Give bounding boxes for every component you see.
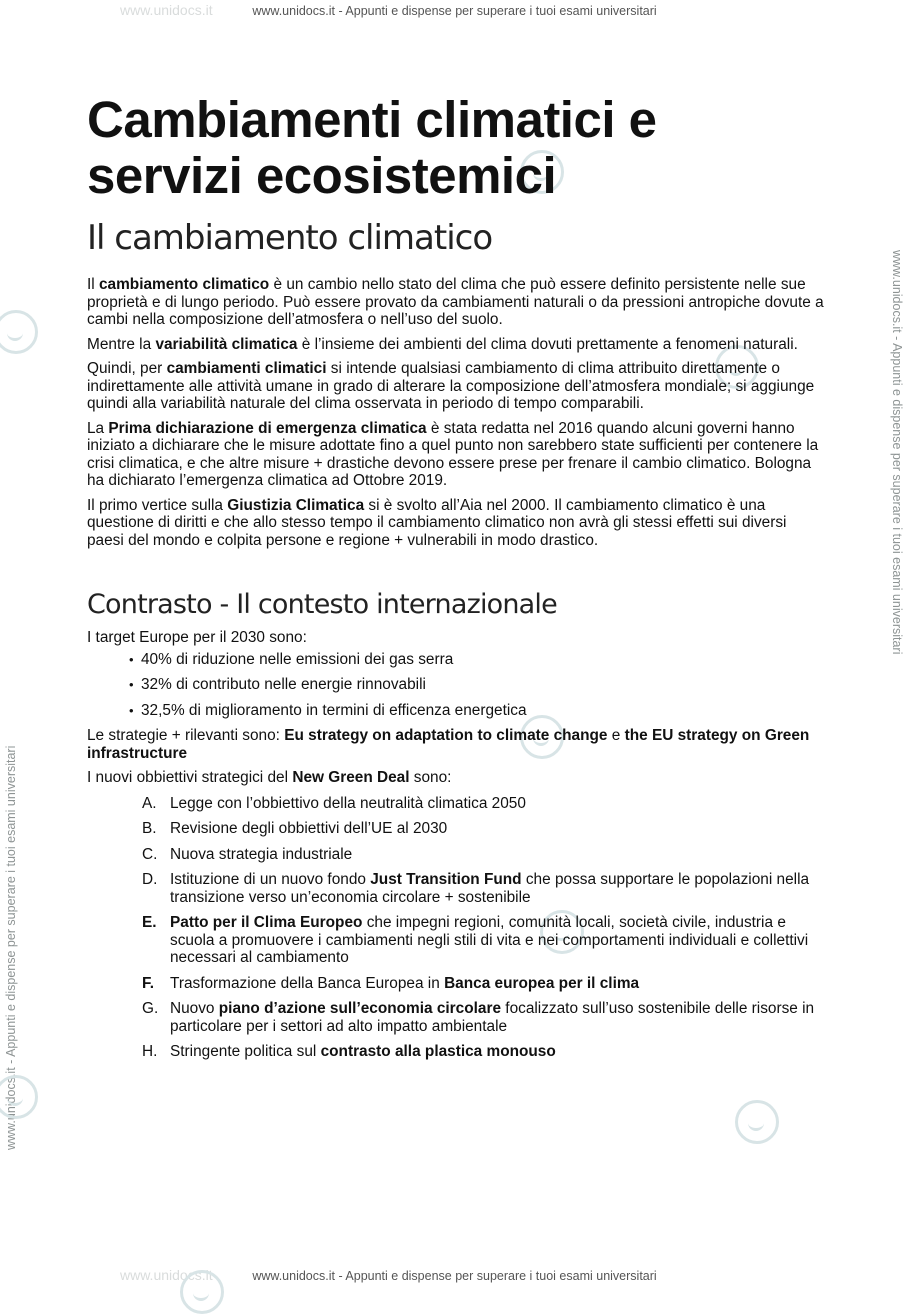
watermark-side-left-text: www.unidocs.it - Appunti e dispense per superare i tuoi esami universitari	[4, 745, 18, 1150]
list-item: G. Nuovo piano d’azione sull’economia circolare focalizzato sull’uso sostenibile delle risorse in particolare per i settori ad alto impatto ambientale	[142, 1000, 815, 1035]
watermark-side-right	[884, 250, 904, 1150]
list-item: A. Legge con l’obbiettivo della neutralità climatica 2050	[142, 794, 526, 812]
list-item: • 40% di riduzione nelle emissioni dei gas serra	[129, 651, 827, 669]
list-item: D. Istituzione di un nuovo fondo Just Transition Fund che possa supportare le popolazioni nella transizione verso un’economia circolare + sostenibile	[142, 871, 810, 906]
paragraph: Il primo vertice sulla Giustizia Climatica si è svolto all’Aia nel 2000. Il cambiamento climatico è una questione di diritti e che allo stesso tempo il cambiamento climatico non avrà gli stessi effetti sui diversi paesi del mondo e colpita persone e regione + vulnerabili in modo drastico.	[87, 496, 787, 549]
targets-list	[87, 651, 827, 720]
unidocs-logo-icon	[0, 1075, 38, 1119]
watermark-header-text[interactable]: www.unidocs.it - Appunti e dispense per superare i tuoi esami universitari	[252, 4, 657, 18]
unidocs-logo-icon	[180, 1270, 224, 1314]
strategies-paragraph: Le strategie + rilevanti sono: Eu strategy on adaptation to climate change e the EU strategy on Green infrastructure	[87, 727, 810, 762]
list-item: • 32% di contributo nelle energie rinnovabili	[129, 676, 827, 694]
section2-heading: Contrasto - Il contesto internazionale	[87, 589, 557, 620]
section1-paragraphs	[87, 276, 827, 549]
paragraph: Quindi, per cambiamenti climatici si intende qualsiasi cambiamento di clima attribuito direttamente o indirettamente alle attività umane in grado di alterare la composizione dell’atmosfera mondiale; si aggiunge quindi alla variabilità naturale del clima osservata in periodo di tempo comparabili.	[87, 360, 815, 412]
document-title-line1: Cambiamenti climatici e	[87, 91, 657, 148]
unidocs-logo-icon	[735, 1100, 779, 1144]
watermark-header-faint: www.unidocs.it	[120, 2, 213, 18]
watermark-side-right-text: www.unidocs.it - Appunti e dispense per superare i tuoi esami universitari	[890, 250, 904, 655]
list-item: B. Revisione degli obbiettivi dell’UE al 2030	[142, 820, 448, 837]
document-title-line2: servizi ecosistemici	[87, 147, 557, 204]
unidocs-logo-icon	[0, 310, 38, 354]
watermark-footer	[0, 1268, 909, 1284]
goals-intro: I nuovi obbiettivi strategici del New Green Deal sono:	[87, 769, 452, 786]
document-title	[87, 92, 827, 204]
document-body	[87, 92, 827, 1069]
paragraph: La Prima dichiarazione di emergenza climatica è stata redatta nel 2016 quando alcuni governi hanno iniziato a dichiarare che le misure adottate fino a quel punto non sarebbero state sufficienti per contenere la crisi climatica, e che altre misure + drastiche devono essere prese per frenare il cambio climatico. Bologna ha dichiarato l’emergenza climatica ad Ottobre 2019.	[87, 419, 819, 489]
paragraph: Il cambiamento climatico è un cambio nello stato del clima che può essere definito persistente nelle sue proprietà e di lungo periodo. Può essere provato da cambiamenti naturali o da pressioni antropiche dovute a cambi nella composizione dell’atmosfera o nell’uso del suolo.	[87, 276, 824, 328]
section1-heading: Il cambiamento climatico	[87, 218, 493, 258]
watermark-header	[0, 3, 909, 19]
list-item: F. Trasformazione della Banca Europea in Banca europea per il clima	[142, 974, 640, 992]
watermark-footer-text[interactable]: www.unidocs.it - Appunti e dispense per superare i tuoi esami universitari	[252, 1269, 657, 1283]
paragraph: Mentre la variabilità climatica è l’insieme dei ambienti del clima dovuti prettamente a fenomeni naturali.	[87, 335, 798, 353]
watermark-side-left	[4, 250, 24, 1150]
list-item: • 32,5% di miglioramento in termini di efficenza energetica	[129, 702, 827, 720]
list-item: E. Patto per il Clima Europeo che impegni regioni, comunità locali, società civile, industria e scuola a promuovere i cambiamenti negli stili di vita e nei comportamenti individuali e collettivi necessari al cambiamento	[142, 914, 809, 966]
watermark-footer-faint: www.unidocs.it	[120, 1267, 213, 1283]
goals-list	[87, 795, 827, 1061]
list-item: C. Nuova strategia industriale	[142, 845, 353, 863]
list-item: H. Stringente politica sul contrasto alla plastica monouso	[142, 1043, 556, 1060]
targets-intro: I target Europe per il 2030 sono:	[87, 629, 307, 646]
